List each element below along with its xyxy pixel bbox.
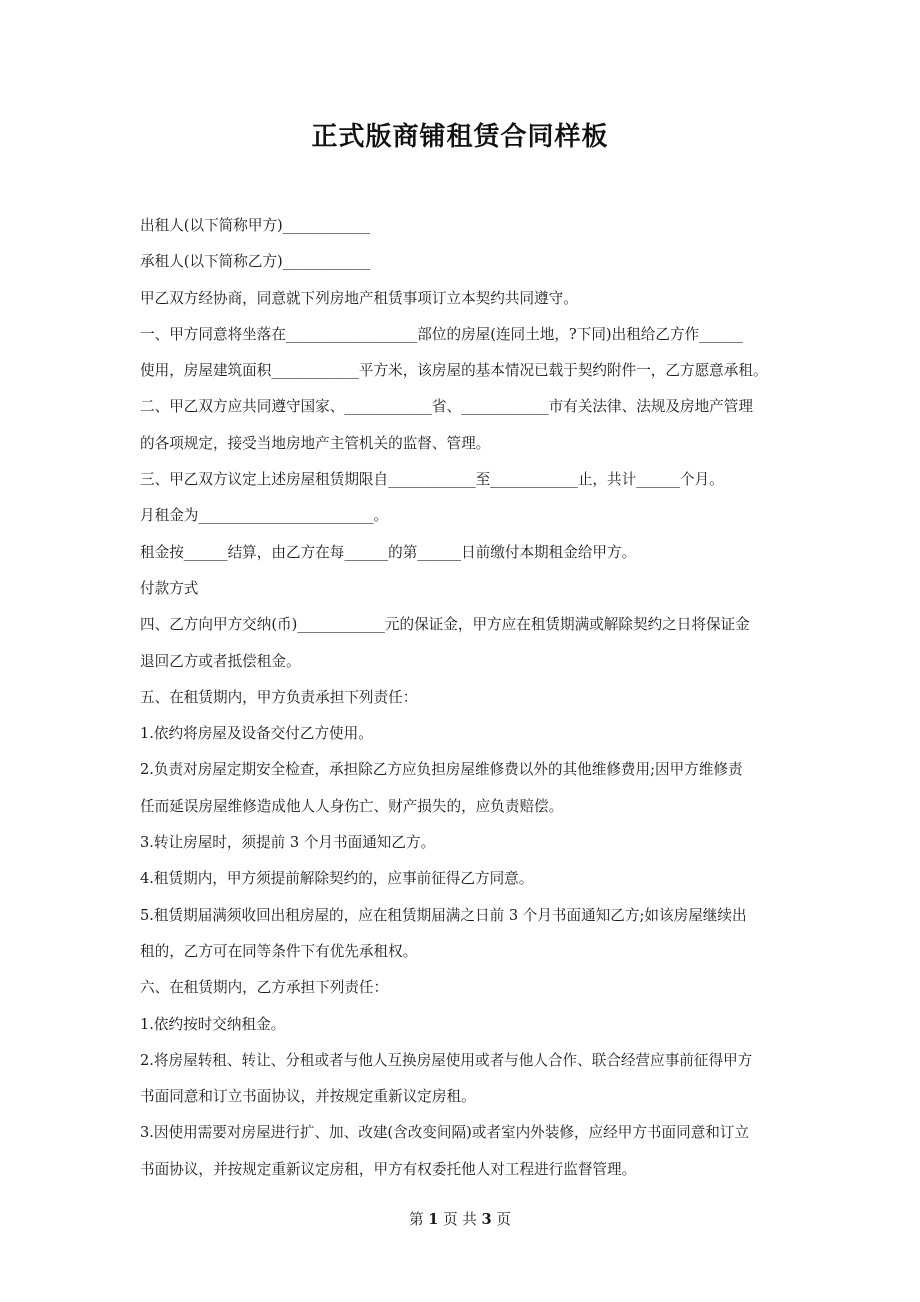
contract-line-clause-5-item-4: 4.租赁期内，甲方须提前解除契约的，应事前征得乙方同意。 [140, 870, 534, 888]
contract-line-clause-3: 三、甲乙双方议定上述房屋租赁期限自____________至____________止，共计______个月。 [140, 471, 724, 489]
footer-middle: 页 共 [443, 1211, 477, 1228]
contract-line-clause-5-item-2b: 任而延误房屋维修造成他人人身伤亡、财产损失的，应负责赔偿。 [140, 797, 564, 815]
contract-line-clause-5-item-5b: 租的，乙方可在同等条件下有优先承租权。 [140, 942, 418, 960]
contract-line-clause-2a: 二、甲乙双方应共同遵守国家、____________省、____________市有关法律、法规及房地产管理 [140, 398, 753, 416]
footer-prefix: 第 [409, 1211, 424, 1228]
page-title: 正式版商铺租赁合同样板 [311, 122, 609, 152]
contract-line-clause-6-item-2a: 2.将房屋转租、转让、分租或者与他人互换房屋使用或者与他人合作、联合经营应事前征得甲方 [140, 1051, 753, 1069]
contract-line-clause-6-item-3b: 书面协议，并按规定重新议定房租，甲方有权委托他人对工程进行监督管理。 [140, 1160, 637, 1178]
contract-line-rent-settlement: 租金按______结算，由乙方在每______的第______日前缴付本期租金给甲方。 [140, 543, 637, 561]
contract-line-clause-2b: 的各项规定，接受当地房地产主管机关的监督、管理。 [140, 434, 491, 452]
contract-body [140, 208, 785, 1188]
contract-line-clause-1b: 使用，房屋建筑面积____________平方米，该房屋的基本情况已载于契约附件一，乙方愿意承租。 [140, 362, 768, 380]
contract-line-clause-6: 六、在租赁期内，乙方承担下列责任： [140, 979, 389, 997]
contract-line-monthly-rent: 月租金为________________________。 [140, 507, 389, 525]
contract-line-clause-4a: 四、乙方向甲方交纳(币)____________元的保证金，甲方应在租赁期满或解除契约之日将保证金 [140, 616, 750, 634]
contract-line-clause-6-item-2b: 书面同意和订立书面协议，并按规定重新议定房租。 [140, 1088, 476, 1106]
footer-suffix: 页 [496, 1211, 511, 1228]
contract-line-clause-5: 五、在租赁期内，甲方负责承担下列责任： [140, 688, 418, 706]
contract-line-payment-method: 付款方式 [140, 579, 199, 597]
contract-line-clause-6-item-3a: 3.因使用需要对房屋进行扩、加、改建(含改变间隔)或者室内外装修，应经甲方书面同意和订立 [140, 1124, 750, 1142]
contract-line-clause-5-item-2a: 2.负责对房屋定期安全检查，承担除乙方应负担房屋维修费以外的其他维修费用;因甲方维修责 [140, 761, 743, 779]
contract-line-clause-6-item-1: 1.依约按时交纳租金。 [140, 1015, 286, 1033]
contract-line-clause-5-item-5a: 5.租赁期届满须收回出租房屋的，应在租赁期届满之日前 3 个月书面通知乙方;如该房屋继续出 [140, 906, 747, 924]
footer-current-page: 1 [428, 1211, 439, 1228]
contract-line-lessor: 出租人(以下简称甲方)____________ [140, 217, 371, 234]
contract-line-clause-4b: 退回乙方或者抵偿租金。 [140, 652, 301, 670]
contract-line-preamble: 甲乙双方经协商，同意就下列房地产租赁事项订立本契约共同遵守。 [140, 289, 578, 307]
page-footer [0, 1208, 920, 1229]
contract-line-clause-5-item-3: 3.转让房屋时，须提前 3 个月书面通知乙方。 [140, 834, 436, 852]
footer-total-pages: 3 [481, 1211, 492, 1228]
contract-line-clause-1a: 一、甲方同意将坐落在__________________部位的房屋(连同土地，?下同)出租给乙方作______ [140, 325, 743, 343]
contract-line-clause-5-item-1: 1.依约将房屋及设备交付乙方使用。 [140, 725, 373, 743]
contract-line-lessee: 承租人(以下简称乙方)____________ [140, 253, 371, 271]
